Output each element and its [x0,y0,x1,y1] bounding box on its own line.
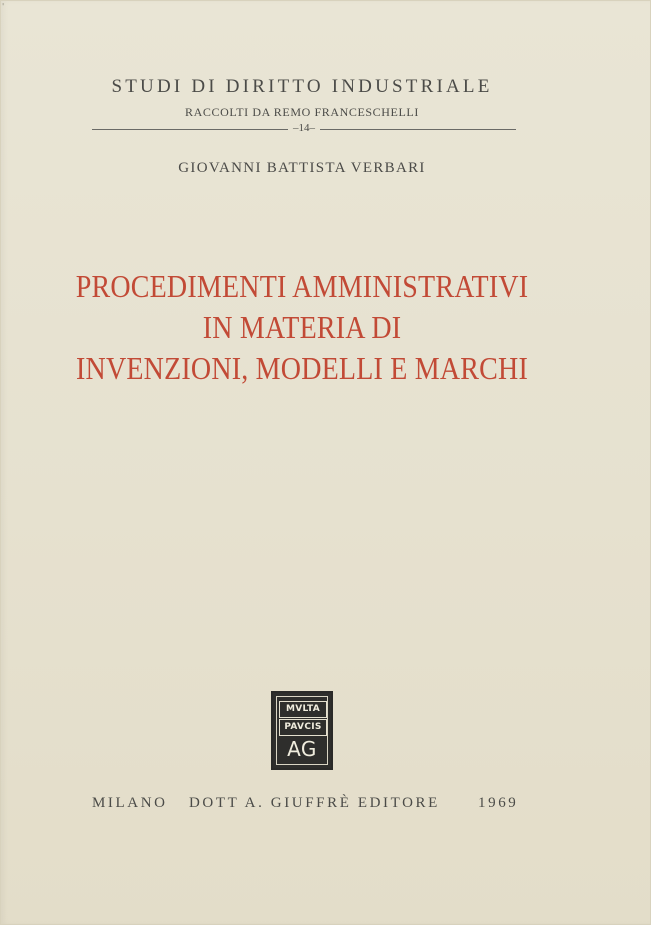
publisher-logo-motto-2: PAVCIS [279,719,327,736]
series-title: STUDI DI DIRITTO INDUSTRIALE [111,76,493,97]
series-rule-right [320,129,516,130]
imprint-year: 1969 [478,795,519,811]
book-title-line-2: IN MATERIA DI [202,311,402,346]
series-number-value: 14 [298,122,310,134]
publisher-logo-initials: AG [287,737,317,761]
author-name: GIOVANNI BATTISTA VERBARI [178,160,426,176]
book-title-line-1: PROCEDIMENTI AMMINISTRATIVI [75,270,529,305]
series-rule [92,122,516,136]
publisher-logo [271,691,333,770]
series-number: –14– [293,122,315,134]
imprint-publisher: DOTT A. GIUFFRÈ EDITORE [189,795,440,811]
corner-pencil-mark: ' [2,2,5,11]
book-title-line-3: INVENZIONI, MODELLI E MARCHI [76,352,528,387]
imprint-city: MILANO [92,795,168,811]
series-editor: RACCOLTI DA REMO FRANCESCHELLI [185,105,419,119]
series-rule-left [92,129,288,130]
publisher-logo-motto-1: MVLTA [279,701,327,718]
